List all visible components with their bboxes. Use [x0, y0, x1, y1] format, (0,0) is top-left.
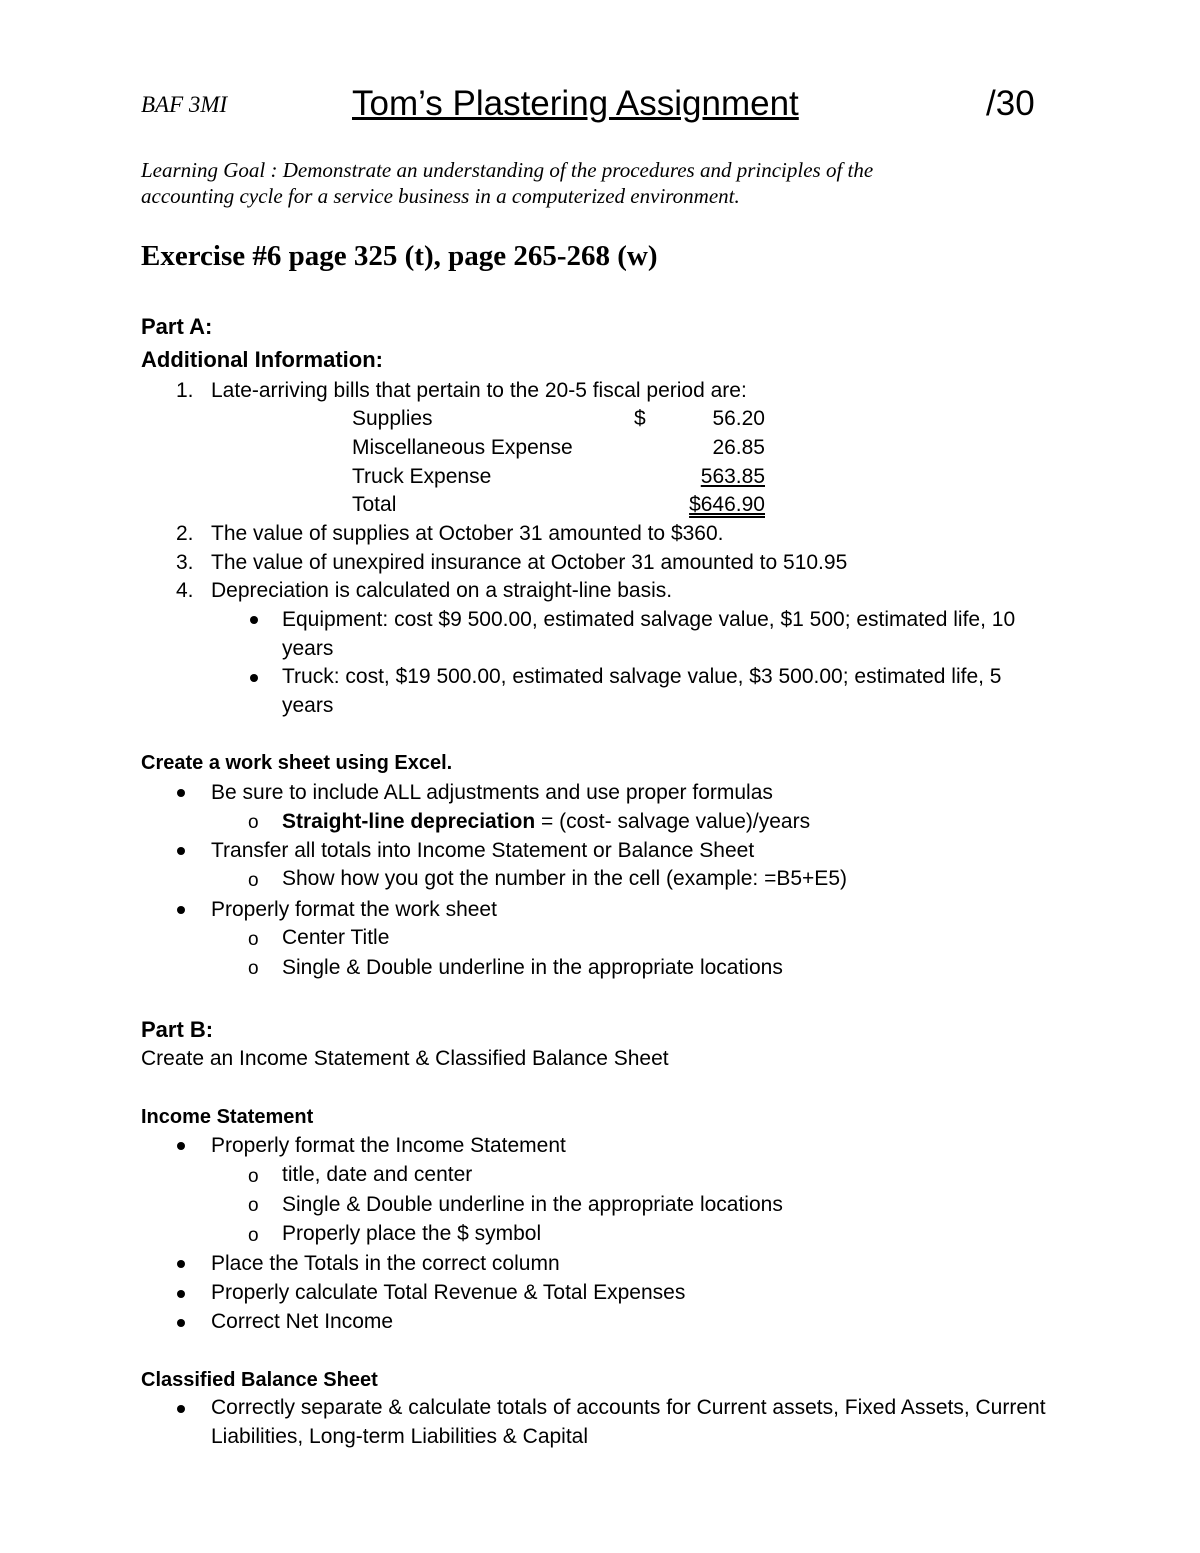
circle-bullet-icon: o: [248, 929, 259, 950]
bullet-icon: [177, 1290, 185, 1298]
bullet-icon: [177, 789, 185, 797]
list-item-number: 1.: [176, 379, 194, 402]
list-item-number: 3.: [176, 551, 194, 574]
bullet-icon: [250, 674, 258, 682]
learning-goal-line2: accounting cycle for a service business in a computerized environment.: [141, 184, 740, 208]
list-item: Depreciation is calculated on a straight-line basis.: [211, 579, 673, 602]
bullet-icon: [177, 1142, 185, 1150]
depreciation-item-cont: years: [282, 694, 334, 717]
list-item: The value of supplies at October 31 amounted to $360.: [211, 522, 724, 545]
bullet-icon: [177, 1319, 185, 1327]
depreciation-term: Straight-line depreciation: [282, 810, 536, 833]
bill-amount: 56.20: [712, 407, 765, 430]
worksheet-heading: Create a work sheet using Excel.: [141, 752, 453, 774]
income-sub-bullet: Single & Double underline in the appropriate locations: [282, 1193, 783, 1216]
circle-bullet-icon: o: [248, 1225, 259, 1246]
page-title: Tom’s Plastering Assignment: [352, 84, 799, 123]
income-bullet: Properly format the Income Statement: [211, 1134, 566, 1157]
bill-label: Miscellaneous Expense: [352, 436, 573, 459]
bill-label: Truck Expense: [352, 465, 492, 488]
income-statement-heading: Income Statement: [141, 1106, 314, 1128]
bill-amount: 563.85: [700, 465, 765, 488]
bill-currency: $: [634, 407, 646, 430]
circle-bullet-icon: o: [248, 958, 259, 979]
circle-bullet-icon: o: [248, 870, 259, 891]
income-bullet: Properly calculate Total Revenue & Total Expenses: [211, 1281, 686, 1304]
bullet-icon: [177, 906, 185, 914]
bill-label: Supplies: [352, 407, 433, 430]
part-b-heading: Part B:: [141, 1017, 214, 1042]
depreciation-item: Truck: cost, $19 500.00, estimated salvage value, $3 500.00; estimated life, 5: [282, 665, 1002, 688]
worksheet-sub-bullet: [282, 810, 810, 834]
total-marks: /30: [986, 84, 1035, 123]
depreciation-formula: = (cost- salvage value)/years: [535, 810, 811, 833]
bullet-icon: [177, 1260, 185, 1268]
worksheet-bullet: Transfer all totals into Income Statement or Balance Sheet: [211, 839, 755, 862]
bullet-icon: [177, 847, 185, 855]
list-item: Late-arriving bills that pertain to the 20-5 fiscal period are:: [211, 379, 747, 402]
income-bullet: Place the Totals in the correct column: [211, 1252, 560, 1275]
balance-bullet-cont: Liabilities, Long-term Liabilities & Capital: [211, 1425, 589, 1448]
bullet-icon: [177, 1405, 185, 1413]
bill-total-label: Total: [352, 493, 397, 516]
circle-bullet-icon: o: [248, 1195, 259, 1216]
part-b-intro: Create an Income Statement & Classified Balance Sheet: [141, 1047, 669, 1070]
part-a-heading: Part A:: [141, 314, 213, 339]
circle-bullet-icon: o: [248, 812, 259, 833]
worksheet-sub-bullet: Single & Double underline in the appropriate locations: [282, 956, 783, 979]
exercise-heading: Exercise #6 page 325 (t), page 265-268 (w): [141, 240, 658, 272]
course-code: BAF 3MI: [141, 92, 228, 117]
balance-bullet: Correctly separate & calculate totals of accounts for Current assets, Fixed Assets, Current: [211, 1396, 1046, 1419]
circle-bullet-icon: o: [248, 1166, 259, 1187]
list-item: The value of unexpired insurance at October 31 amounted to 510.95: [211, 551, 848, 574]
worksheet-bullet: Be sure to include ALL adjustments and use proper formulas: [211, 781, 773, 804]
bullet-icon: [250, 616, 258, 624]
income-sub-bullet: title, date and center: [282, 1163, 473, 1186]
worksheet-sub-bullet: Center Title: [282, 926, 390, 949]
depreciation-item: Equipment: cost $9 500.00, estimated salvage value, $1 500; estimated life, 10: [282, 608, 1016, 631]
worksheet-bullet: Properly format the work sheet: [211, 898, 497, 921]
additional-info-heading: Additional Information:: [141, 347, 383, 372]
income-bullet: Correct Net Income: [211, 1310, 394, 1333]
list-item-number: 4.: [176, 579, 194, 602]
learning-goal-line1: Learning Goal : Demonstrate an understanding of the procedures and principles of the: [141, 158, 874, 182]
worksheet-sub-bullet: Show how you got the number in the cell (example: =B5+E5): [282, 867, 847, 890]
list-item-number: 2.: [176, 522, 194, 545]
depreciation-item-cont: years: [282, 637, 334, 660]
bill-total-amount: $646.90: [689, 493, 765, 516]
balance-sheet-heading: Classified Balance Sheet: [141, 1369, 378, 1391]
bill-amount: 26.85: [712, 436, 765, 459]
income-sub-bullet: Properly place the $ symbol: [282, 1222, 542, 1245]
